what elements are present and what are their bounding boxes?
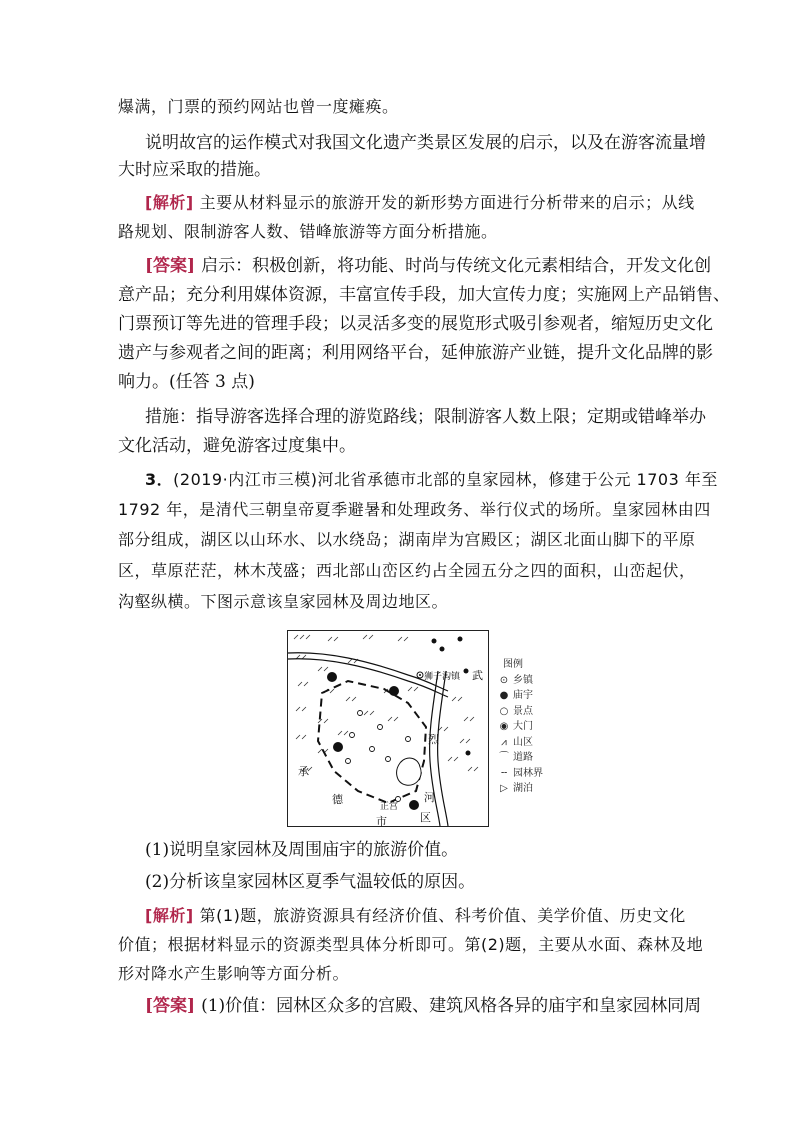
legend-item: ⊙ 乡镇 — [497, 673, 577, 689]
answer-text: 响力。(任答 3 点) — [118, 372, 255, 392]
question-text: 区，草原茫茫，林木茂盛；西北部山峦区约占全园五分之四的面积，山峦起伏， — [118, 561, 696, 580]
mountain-icon: ⩘ — [501, 736, 507, 748]
answer-line — [145, 996, 705, 1016]
sub-question-2: (2)分析该皇家园林区夏季气温较低的原因。 — [145, 872, 476, 892]
intro-line: 爆满，门票的预约网站也曾一度瘫痪。 — [118, 97, 399, 116]
town-icon: ⊙ — [499, 674, 509, 686]
scenic-spot-markers — [346, 711, 411, 802]
gate-markers — [327, 672, 419, 810]
analysis-line — [145, 906, 705, 926]
analysis-line — [145, 193, 705, 213]
answer-text: 措施：指导游客选择合理的游览路线；限制游客人数上限；定期或错峰举办 — [145, 407, 706, 427]
analysis-tag: [解析] — [145, 193, 194, 212]
map-label: 区 — [420, 811, 431, 824]
question-text: 部分组成，湖区以山环水、以水绕岛；湖南岸为宫殿区；湖区北面山脚下的平原 — [118, 530, 696, 549]
legend-item: ◉ 大门 — [497, 719, 577, 735]
gate-icon: ◉ — [499, 721, 509, 732]
answer-text: 文化活动，避免游客过度集中。 — [118, 436, 356, 456]
answer-text: (1)价值：园林区众多的宫殿、建筑风格各异的庙宇和皇家园林同周 — [201, 996, 702, 1016]
town-label: 狮子沟镇 — [424, 672, 461, 682]
analysis-text: 第(1)题，旅游资源具有经济价值、科考价值、美学价值、历史文化 — [199, 906, 686, 925]
legend-item: ▷ 湖泊 — [497, 781, 577, 797]
lake — [397, 758, 421, 785]
question-text: 1792 年，是清代三朝皇帝夏季避暑和处理政务、举行仪式的场所。皇家园林由四 — [118, 500, 711, 519]
analysis-tag: [解析] — [145, 906, 194, 925]
map-label: 承 — [298, 765, 309, 778]
sub-question-1: (1)说明皇家园林及周围庙宇的旅游价值。 — [145, 840, 459, 860]
analysis-text: 路规划、限制游客人数、错峰旅游等方面分析措施。 — [118, 222, 498, 241]
road — [438, 671, 448, 826]
legend-title: 图例 — [503, 659, 523, 670]
analysis-text: 形对降水产生影响等方面分析。 — [118, 964, 350, 983]
analysis-text: 主要从材料显示的旅游开发的新形势方面进行分析带来的启示；从线 — [199, 193, 695, 212]
analysis-text: 价值；根据材料显示的资源类型具体分析即可。第(2)题，主要从水面、森林及地 — [118, 935, 704, 954]
lake-icon: ▷ — [500, 783, 508, 794]
map-label: 武 — [472, 669, 483, 682]
map-label: 市 — [376, 815, 387, 828]
legend-item: ╌ 园林界 — [497, 766, 577, 782]
map-legend — [497, 657, 577, 797]
garden-boundary-icon: ╌ — [500, 767, 508, 779]
map-label: 德 — [332, 793, 343, 806]
legend-item: ⩘ 山区 — [497, 735, 577, 751]
map-label: 河 — [424, 791, 435, 804]
map-label: 烈 — [428, 733, 439, 746]
answer-tag: [答案] — [145, 996, 196, 1016]
scenic-spot-icon: ○ — [499, 705, 509, 717]
answer-text: 门票预订等先进的管理手段；以灵活多变的展览形式吸引参观者，缩短历史文化 — [118, 314, 713, 334]
answer-line — [145, 256, 712, 276]
legend-item: ⌒ 道路 — [497, 750, 577, 766]
question-text: 说明故宫的运作模式对我国文化遗产类景区发展的启示，以及在游客流量增 — [145, 133, 706, 153]
legend-item: ● 庙宇 — [497, 688, 577, 704]
answer-text: 意产品；充分利用媒体资源，丰富宣传手段，加大宣传力度；实施网上产品销售、 — [118, 285, 730, 305]
question-number: 3． — [145, 470, 174, 489]
question-text: 大时应采取的措施。 — [118, 160, 271, 180]
legend-item: ○ 景点 — [497, 704, 577, 720]
answer-text: 启示：积极创新，将功能、时尚与传统文化元素相结合，开发文化创 — [201, 256, 712, 276]
imperial-garden-map — [287, 630, 489, 827]
temple-icon: ● — [499, 690, 509, 701]
question-3-line — [145, 470, 718, 490]
answer-tag: [答案] — [145, 256, 196, 276]
palace-label: 正宫 — [380, 802, 399, 812]
question-text: 沟壑纵横。下图示意该皇家园林及周边地区。 — [118, 592, 449, 611]
map-drawing — [288, 631, 488, 826]
road-icon: ⌒ — [499, 752, 509, 763]
question-text: 河北省承德市北部的皇家园林，修建于公元 1703 年至 — [317, 470, 718, 489]
question-source: (2019·内江市三模) — [173, 470, 318, 489]
answer-text: 遗产与参观者之间的距离；利用网络平台，延伸旅游产业链，提升文化品牌的影 — [118, 343, 713, 363]
